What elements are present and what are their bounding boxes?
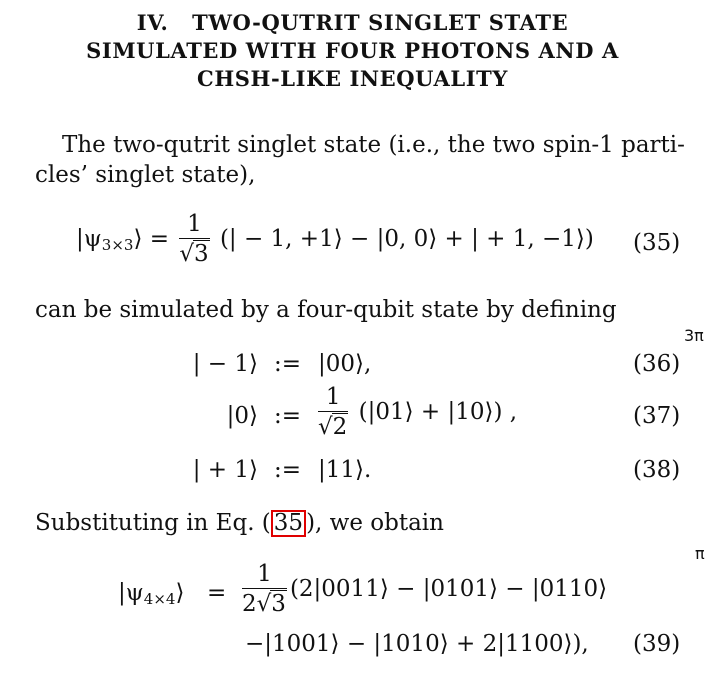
- equation-number-37: (37): [633, 403, 681, 429]
- margin-note: π: [695, 544, 705, 563]
- eq39-op: =: [207, 580, 227, 606]
- eq39-lhs: $|\psi_{4\times 4}⟩$: [118, 580, 185, 608]
- eq38-rhs: |11⟩.: [318, 457, 372, 483]
- eq38-op: :=: [274, 457, 302, 483]
- section-number: IV.: [136, 10, 169, 35]
- eq38-lhs: | + 1⟩: [192, 457, 258, 483]
- eq39-fraction: $\frac{1}{2√3}$: [242, 561, 286, 618]
- paragraph-line: can be simulated by a four-qubit state by defining: [35, 297, 617, 323]
- eq36-rhs: |00⟩,: [318, 351, 372, 377]
- eq37-fraction: $\frac{1}{√2}$: [318, 384, 348, 441]
- paragraph-line: The two-qutrit singlet state (i.e., the two spin-1 parti-: [62, 132, 685, 158]
- paragraph-line: Substituting in Eq. ( 35 ), we obtain: [35, 510, 444, 536]
- equation-number-38: (38): [633, 457, 681, 483]
- section-title-line1: TWO-QUTRIT SINGLET STATE: [192, 10, 569, 35]
- eq35-rhs: (| − 1, +1⟩ − |0, 0⟩ + | + 1, −1⟩): [219, 225, 594, 252]
- eq39-rhs-line1: $\frac{1}{2√3}$ (2|0011⟩ − |0101⟩ − |0110⟩: [242, 561, 608, 618]
- eq35-lhs: $|\psi_{3\times 3}⟩$ =: [76, 225, 170, 254]
- eq36-lhs: | − 1⟩: [192, 351, 258, 377]
- paragraph-line: cles’ singlet state),: [35, 162, 256, 188]
- eq39-rhs-line2: −|1001⟩ − |1010⟩ + 2|1100⟩),: [245, 631, 589, 657]
- eq37-op: :=: [274, 403, 302, 429]
- eq37-rhs-group: [318, 385, 517, 441]
- equation-number-35: (35): [633, 230, 681, 256]
- section-heading: [0, 10, 705, 35]
- equation-reference-link[interactable]: 35: [271, 510, 306, 537]
- eq37-rhs: (|01⟩ + |10⟩) ,: [358, 398, 518, 425]
- eq36-op: :=: [274, 351, 302, 377]
- section-title-line3: CHSH-LIKE INEQUALITY: [197, 66, 508, 91]
- equation-number-36: (36): [633, 351, 681, 377]
- equation-35: [76, 212, 594, 268]
- eq37-lhs: |0⟩: [226, 403, 258, 429]
- section-title-line2: SIMULATED WITH FOUR PHOTONS AND A: [86, 38, 619, 63]
- margin-note: 3π: [684, 326, 704, 345]
- equation-number-39: (39): [633, 631, 681, 657]
- eq35-fraction: $\frac{1}{√3}$: [179, 211, 209, 268]
